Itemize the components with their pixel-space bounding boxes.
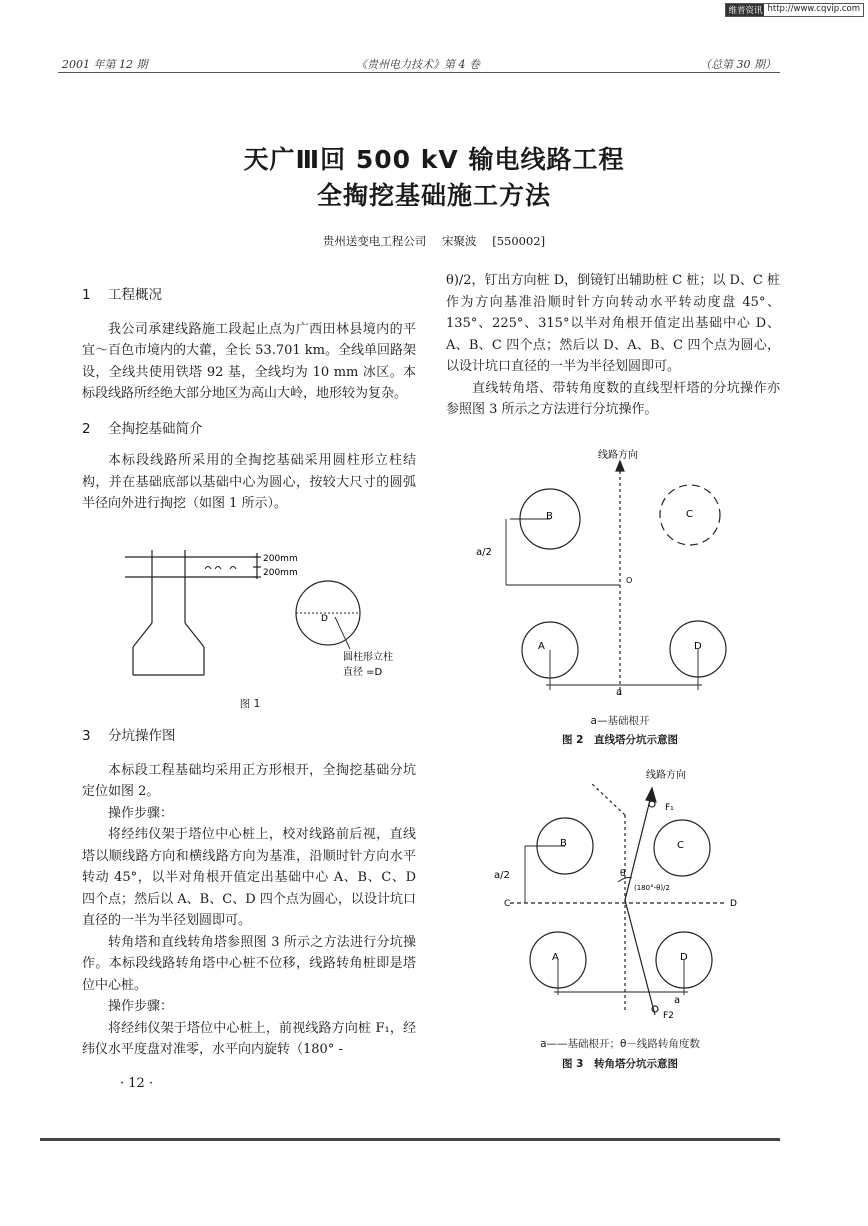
fig3-label-F1: F₁ [665, 803, 674, 813]
header-issue: 2001 年第 12 期 [62, 58, 148, 71]
watermark-badge [725, 3, 864, 17]
section-2-number: 2 [82, 420, 91, 437]
section-3-para-4: 将经纬仪架于塔位中心桩上，前视线路方向桩 F₁，经纬仪水平度盘对准零，水平向内旋转（180° - [82, 1020, 416, 1057]
right-column [446, 270, 780, 421]
section-3-steps-label-1: 操作步骤： [108, 805, 174, 821]
left-column [82, 285, 416, 515]
page-number: · 12 · [120, 1076, 154, 1091]
fig3-angle-label: (180°-θ)/2 [634, 884, 670, 892]
fig1-caption: 图 1 [239, 698, 261, 710]
fig3-theta-label: θ [620, 869, 626, 879]
fig1-note-1: 圆柱形立柱 [343, 652, 393, 663]
fig3-label-C: C [677, 840, 684, 851]
fig3-label-D: D [680, 952, 688, 963]
fig1-diameter-label: D [321, 614, 328, 624]
figure-1 [115, 545, 415, 705]
fig3-label-A: A [552, 952, 559, 963]
section-3-title: 分坑操作图 [108, 728, 176, 744]
section-2-title: 全掏挖基础简介 [108, 420, 203, 437]
header-journal: 《贵州电力技术》第 4 卷 [356, 58, 480, 71]
watermark-brand: 维普资讯 [728, 6, 763, 16]
author-org: 贵州送变电工程公司 [322, 234, 427, 248]
fig2-center-label: O [626, 576, 633, 585]
section-3-number: 3 [82, 728, 91, 744]
fig3-caption: 图 3 转角塔分坑示意图 [562, 1058, 678, 1070]
section-3-para-3: 转角塔和直线转角塔参照图 3 所示之方法进行分坑操作。本标段线路转角塔中心桩不位移，线路转角桩即是塔位中心桩。 [82, 934, 416, 993]
header-rule [58, 72, 780, 73]
fig3-span-label: a [674, 995, 681, 1006]
section-1-para: 我公司承建线路施工段起止点为广西田林县境内的平宜～百色市境内的大藿，全长 53.701 km。全线单回路架设，全线共使用铁塔 92 基，全线均为 10 mm 冰区。本标段线路所经绝大部分地区为高山大岭，地形较为复杂。 [82, 321, 416, 401]
fig2-direction-label: 线路方向 [598, 450, 638, 461]
fig1-dim-2: 200mm [263, 568, 298, 578]
fig3-left-C-label: C [504, 899, 511, 909]
fig3-note: a——基础根开；θ－线路转角度数 [540, 1038, 700, 1050]
section-3-steps-label-2: 操作步骤： [108, 999, 174, 1014]
fig3-label-B: B [560, 838, 567, 849]
right-para-2: 直线转角塔、带转角度数的直线型杆塔的分坑操作亦参照图 3 所示之方法进行分坑操作。 [446, 380, 780, 417]
fig1-note-2: 直径 =D [343, 667, 383, 678]
left-column-lower [82, 726, 416, 1061]
fig2-caption: 图 2 直线塔分坑示意图 [562, 734, 678, 746]
fig3-direction-label: 线路方向 [646, 770, 686, 781]
author-line [0, 233, 868, 249]
watermark-url[interactable]: http://www.cqvip.com [767, 4, 860, 14]
section-2-heading [82, 419, 416, 441]
title-line-2: 全掏挖基础施工方法 [316, 181, 551, 210]
fig3-half-span-label: a/2 [494, 870, 510, 881]
fig2-label-D: D [694, 641, 702, 652]
section-1-number: 1 [82, 287, 91, 303]
section-3-heading [82, 726, 416, 748]
section-1-title: 工程概况 [108, 287, 162, 303]
fig2-label-A: A [538, 641, 545, 652]
fig2-span-label: a [616, 687, 623, 698]
fig2-half-span-label: a/2 [476, 547, 492, 558]
section-1-heading [82, 285, 416, 307]
fig2-label-C: C [686, 509, 693, 520]
fig1-dim-1: 200mm [263, 554, 298, 564]
figure-3 [470, 760, 770, 1035]
header-total: （总第 30 期） [700, 58, 776, 71]
section-3-para-2: 将经纬仪架于塔位中心桩上，校对线路前后视，直线塔以顺线路方向和横线路方向为基准，沿顺时针方向水平转动 45°，以半对角根开值定出基础中心 A、B、C、D 四个点；然后以 A、B、C、D 四个点为圆心，以设计坑口直径的一半为半径划圆即可。 [82, 827, 416, 928]
section-2-para: 本标段线路所采用的全掏挖基础采用圆柱形立柱结构，并在基础底部以基础中心为圆心，按较大尺寸的圆弧半径向外进行掏挖（如图 1 所示）。 [82, 453, 416, 511]
fig3-right-D-label: D [730, 899, 737, 909]
title-line-1: 天广Ⅲ回 500 kV 输电线路工程 [243, 145, 625, 174]
footer-rule [40, 1138, 780, 1141]
fig2-note: a—基础根开 [590, 715, 650, 727]
author-postcode: [550002] [492, 234, 546, 248]
right-para-1: θ)/2，钉出方向桩 D，倒镜钉出辅助桩 C 桩；以 D、C 桩作为方向基准沿顺时针方向转动水平转动度盘 45°、135°、225°、315°以半对角根开值定出基础中心 D、A、B、C 四个点；然后以 D、A、B、C 四个点为圆心，以设计坑口直径的一半为半径划圆即可。 [446, 273, 780, 374]
author-name: 宋聚波 [442, 234, 477, 248]
fig3-label-F2: F2 [663, 1011, 674, 1021]
figure-2 [470, 445, 770, 730]
section-3-para-1: 本标段工程基础均采用正方形根开，全掏挖基础分坑定位如图 2。 [82, 762, 416, 799]
fig2-label-B: B [546, 511, 553, 522]
